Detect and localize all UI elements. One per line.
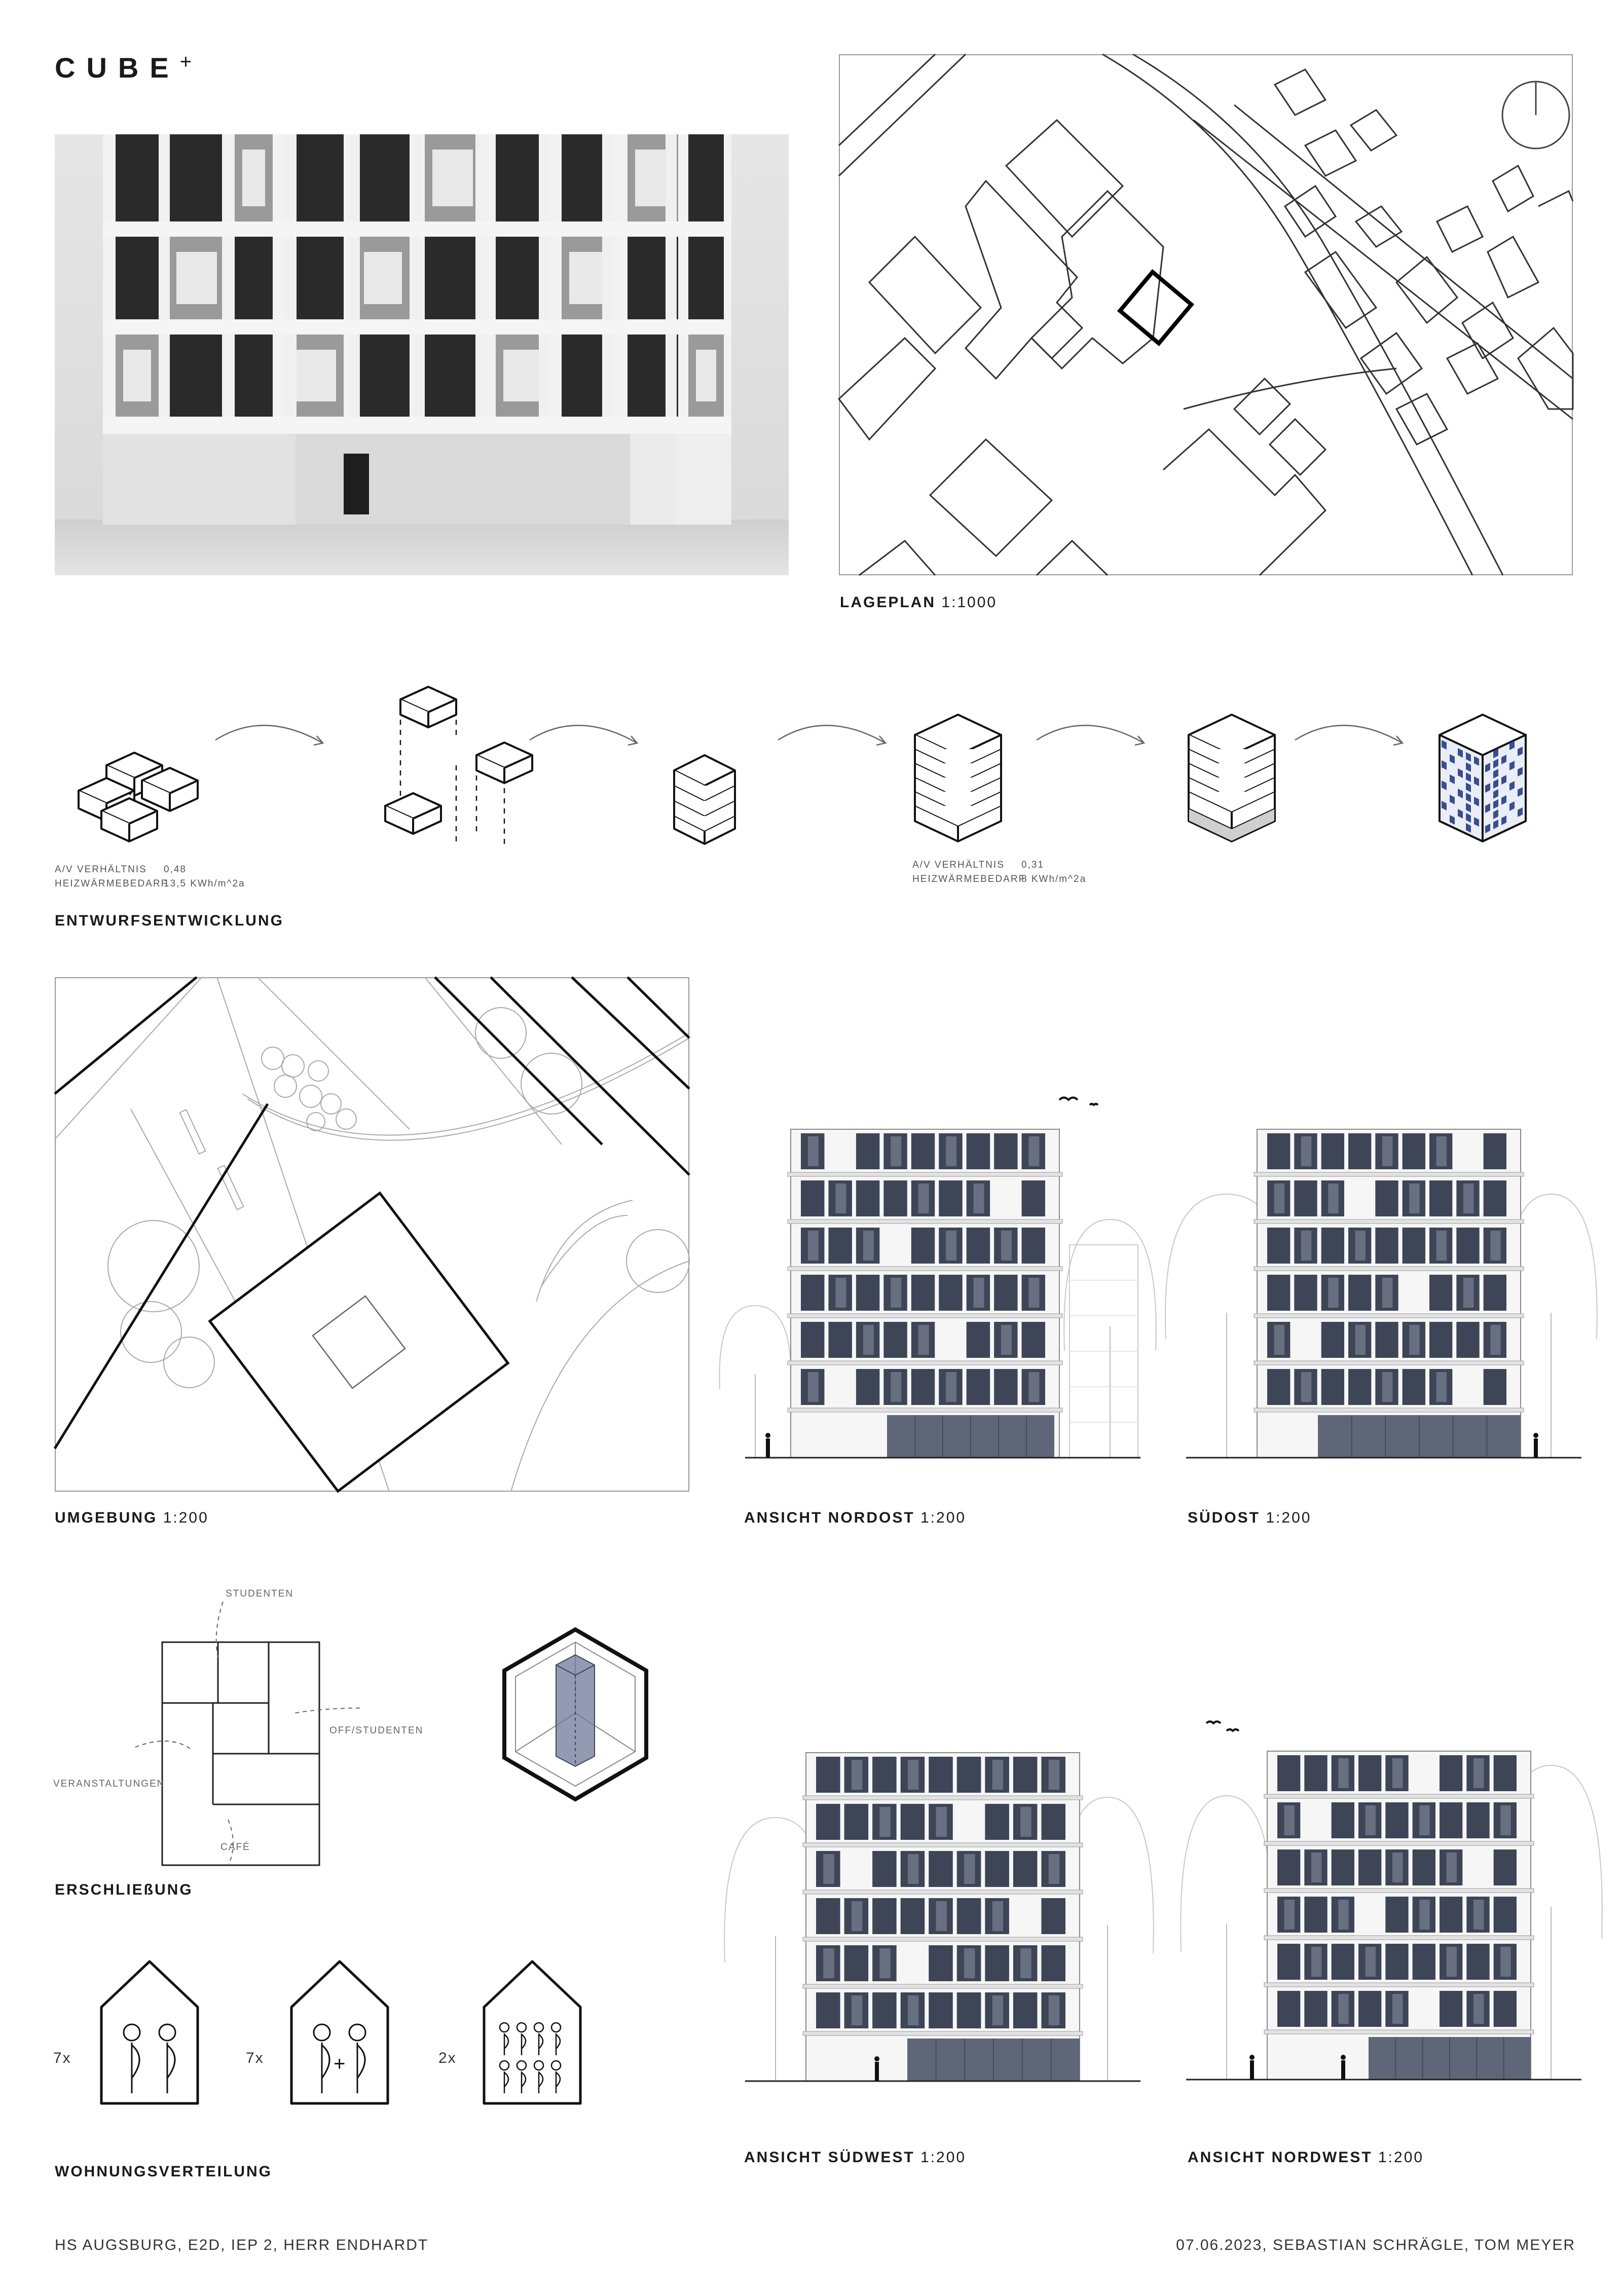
caption-erschliessung: ERSCHLIEßUNG [55,1881,193,1898]
label-veranstaltungen: VERANSTALTUNGEN [53,1779,165,1789]
plus-sign: + [334,2053,346,2075]
caption-umgebung: UMGEBUNG 1:200 [55,1509,209,1526]
umgebung-plan [55,977,689,1492]
elevation-nordwest [1186,1703,1581,2093]
lageplan-site-plan [839,54,1573,575]
entwurf-diagram [51,674,1571,867]
label-cafe: CAFÉ [220,1842,250,1853]
caption-wohnung: WOHNUNGSVERTEILUNG [55,2163,272,2180]
title-plus-mark: + [179,51,192,73]
footer-right: 07.06.2023, SEBASTIAN SCHRÄGLE, TOM MEYER [1176,2237,1575,2253]
elevation-suedwest [745,1738,1140,2093]
label-studenten: STUDENTEN [226,1588,294,1599]
metrics-initial: A/V VERHÄLTNIS 0,48 HEIZWÄRMEBEDARF 13,5 KWh/m^2a [55,864,245,889]
caption-lageplan: LAGEPLAN 1:1000 [840,594,998,611]
label-off-studenten: OFF/STUDENTEN [329,1725,424,1736]
caption-suedwest: ANSICHT SÜDWEST 1:200 [744,2149,967,2166]
footer-left: HS AUGSBURG, E2D, IEP 2, HERR ENDHARDT [55,2237,429,2253]
elevation-suedost [1186,1120,1581,1470]
erschliessung-diagram [53,1581,471,1865]
caption-suedost: SÜDOST 1:200 [1188,1509,1312,1526]
count-double: 7x [246,2050,264,2066]
count-single: 7x [53,2050,71,2066]
project-title: CUBE+ [55,51,192,84]
wohnungsverteilung-icons [51,1956,608,2114]
caption-entwurf: ENTWURFSENTWICKLUNG [55,912,284,929]
elevation-nordost [745,1085,1140,1470]
caption-nordwest: ANSICHT NORDWEST 1:200 [1188,2149,1424,2166]
count-shared: 2x [438,2050,457,2066]
core-isometric-icon [499,1627,651,1802]
caption-nordost: ANSICHT NORDOST 1:200 [744,1509,967,1526]
model-photo [55,134,789,575]
metrics-final: A/V VERHÄLTNIS 0,31 HEIZWÄRMEBEDARF 8 KWh/m^2a [912,860,1087,884]
